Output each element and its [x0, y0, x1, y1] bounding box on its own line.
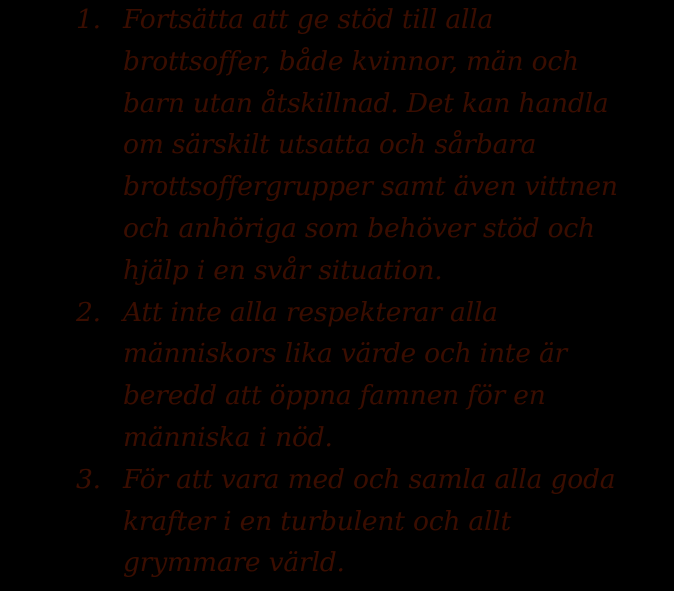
list-item-text-line: människa i nöd.: [123, 421, 333, 453]
list-item-number: 1.: [76, 4, 101, 35]
list-item-text-line: För att vara med och samla alla goda: [123, 463, 616, 495]
list-item-text-line: Fortsätta att ge stöd till alla: [123, 4, 494, 35]
list-item-text-line: brottsoffergrupper samt även vittnen: [123, 171, 618, 203]
list-item-text-line: om särskilt utsatta och sårbara: [123, 129, 537, 161]
list-item-text-line: beredd att öppna famnen för en: [123, 380, 546, 412]
list-item-text-line: barn utan åtskillnad. Det kan handla: [123, 87, 609, 119]
list-item-number: 3.: [76, 463, 101, 495]
list-item-text-line: hjälp i en svår situation.: [123, 254, 443, 286]
list-item-text-line: grymmare värld.: [123, 547, 345, 579]
list-item: [62, 459, 662, 584]
numbered-list: [62, 0, 662, 584]
list-item-text-line: brottsoffer, både kvinnor, män och: [123, 45, 579, 77]
list-item: [62, 0, 662, 292]
list-item: [62, 292, 662, 459]
list-item-number: 2.: [76, 296, 101, 328]
list-item-text-line: krafter i en turbulent och allt: [123, 505, 512, 537]
list-item-text-line: människors lika värde och inte är: [123, 338, 568, 370]
list-item-text-line: och anhöriga som behöver stöd och: [123, 212, 595, 244]
list-item-text-line: Att inte alla respekterar alla: [123, 296, 498, 328]
